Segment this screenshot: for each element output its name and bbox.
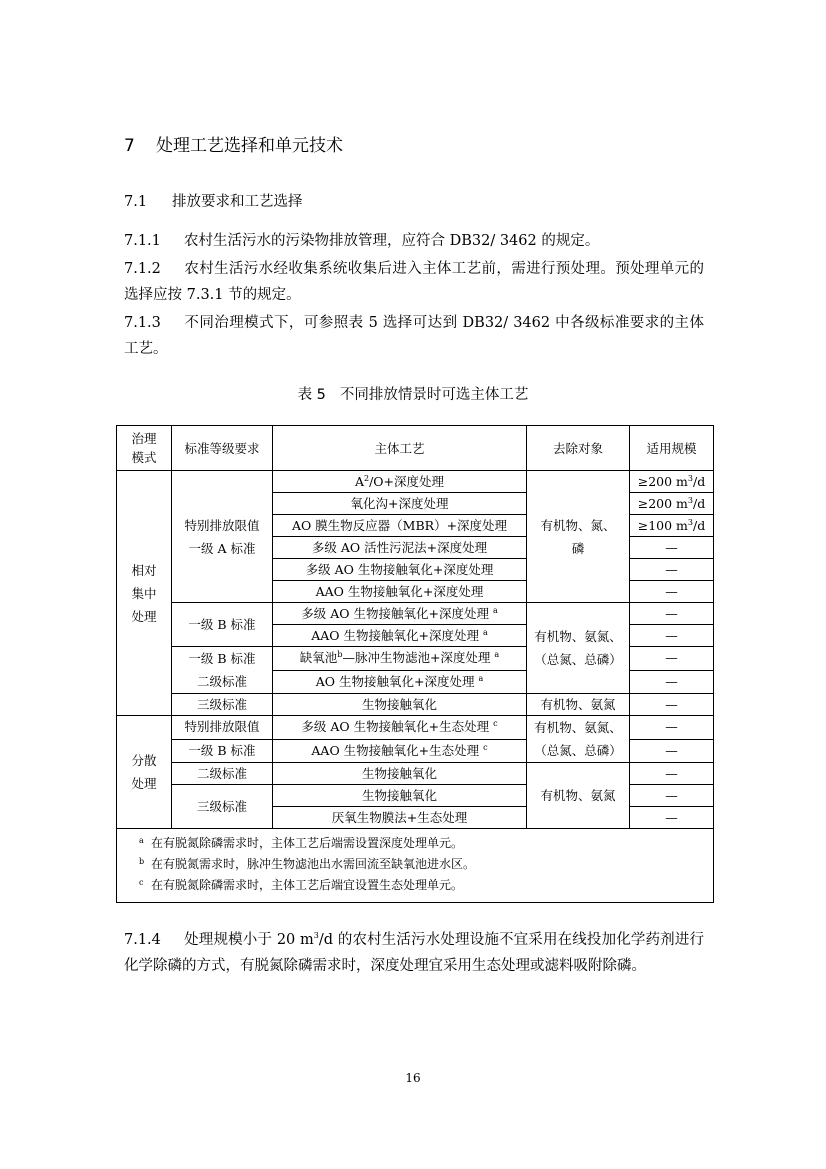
process-cell: 缺氧池$^b$—脉冲生物滤池+深度处理 $^a$: [273, 647, 527, 671]
scale-cell: —: [630, 559, 714, 581]
process-cell: 生物接触氧化: [273, 763, 527, 785]
table-row: [117, 694, 714, 716]
scale-cell: —: [630, 807, 714, 829]
standard-special-dispersed: 特别排放限值: [172, 716, 273, 740]
section-heading: [124, 131, 343, 156]
table-note: b 在有脱氮需求时，脉冲生物滤池出水需回流至缺氧池进水区。: [139, 857, 476, 871]
scale-cell: —: [630, 603, 714, 625]
scale-cell: ≥200 $m^3/d$: [630, 471, 714, 493]
paragraph-text: 农村生活污水的污染物排放管理，应符合 DB32/ 3462 的规定。: [184, 233, 600, 249]
process-cell: 氧化沟+深度处理: [273, 493, 527, 515]
process-cell: 厌氧生物膜法+生态处理: [273, 807, 527, 829]
scale-cell: —: [630, 670, 714, 694]
paragraph-number: 7.1.4: [124, 932, 161, 948]
target-cell: 有机物、氨氮: [527, 763, 630, 829]
process-cell: AO 生物接触氧化+深度处理 $^a$: [273, 670, 527, 694]
mode-dispersed: 分散 处理: [117, 716, 172, 829]
scale-cell: —: [630, 763, 714, 785]
paragraph-number: 7.1.2: [124, 261, 161, 277]
subsection-number: 7.1: [124, 194, 148, 210]
process-cell: 生物接触氧化: [273, 694, 527, 716]
header-scale: 适用规模: [630, 426, 714, 471]
scale-cell: —: [630, 625, 714, 647]
header-standard: 标准等级要求: [172, 426, 273, 471]
process-selection-table: [116, 425, 714, 903]
header-process: 主体工艺: [273, 426, 527, 471]
process-cell: 多级 AO 生物接触氧化+深度处理: [273, 559, 527, 581]
paragraph-number: 7.1.1: [124, 233, 161, 249]
target-cell: 有机物、氨氮、 （总氮、总磷）: [527, 716, 630, 763]
target-cell: 有机物、氮、 磷: [527, 471, 630, 603]
scale-cell: —: [630, 694, 714, 716]
scale-cell: ≥100 $m^3/d$: [630, 515, 714, 537]
standard-1b: 一级 B 标准: [172, 603, 273, 647]
process-cell: 多级 AO 生物接触氧化+生态处理 $^c$: [273, 716, 527, 740]
mode-concentrated: 相对 集中 处理: [117, 471, 172, 716]
scale-cell: —: [630, 716, 714, 740]
paragraph-text: 农村生活污水经收集系统收集后进入主体工艺前，需进行预处理。预处理单元的选择应按 7.3.1 节的规定。: [124, 261, 704, 303]
process-cell: 多级 AO 生物接触氧化+深度处理 $^a$: [273, 603, 527, 625]
paragraph-text: 不同治理模式下，可参照表 5 选择可达到 DB32/ 3462 中各级标准要求的主体工艺。: [124, 315, 704, 357]
subsection-heading: [124, 190, 303, 211]
scale-cell: —: [630, 739, 714, 763]
standard-3: 三级标准: [172, 694, 273, 716]
paragraph-7-1-3: [124, 310, 704, 362]
scale-cell: ≥200 $m^3/d$: [630, 493, 714, 515]
section-title: 处理工艺选择和单元技术: [156, 136, 343, 156]
process-cell: 多级 AO 活性污泥法+深度处理: [273, 537, 527, 559]
process-cell: AO 膜生物反应器（MBR）+深度处理: [273, 515, 527, 537]
process-cell: 生物接触氧化: [273, 785, 527, 807]
table-row: [117, 716, 714, 740]
section-number: 7: [124, 136, 135, 156]
table-caption-title: 不同排放情景时可选主体工艺: [339, 387, 529, 403]
table-row: [117, 603, 714, 625]
scale-cell: —: [630, 581, 714, 603]
header-mode: 治理 模式: [117, 426, 172, 471]
scale-cell: —: [630, 647, 714, 671]
table-notes-row: [117, 829, 714, 903]
standard-2-dispersed: 二级标准: [172, 763, 273, 785]
subsection-title: 排放要求和工艺选择: [172, 194, 303, 210]
paragraph-7-1-1: [124, 228, 704, 254]
table-row: [117, 763, 714, 785]
table-header-row: [117, 426, 714, 471]
target-cell: 有机物、氨氮: [527, 694, 630, 716]
paragraph-7-1-2: [124, 256, 704, 308]
scale-cell: —: [630, 785, 714, 807]
process-cell: AAO 生物接触氧化+深度处理: [273, 581, 527, 603]
table-note: c 在有脱氮除磷需求时，主体工艺后端宜设置生态处理单元。: [139, 878, 464, 892]
standard-special-1a: 特别排放限值 一级 A 标准: [172, 471, 273, 603]
standard-1b-2: 一级 B 标准 二级标准: [172, 647, 273, 694]
scale-cell: —: [630, 537, 714, 559]
table-caption: [0, 383, 826, 404]
table-notes: [117, 829, 714, 903]
standard-3-dispersed: 三级标准: [172, 785, 273, 829]
standard-1b-dispersed: 一级 B 标准: [172, 739, 273, 763]
process-cell: AAO 生物接触氧化+深度处理 $^a$: [273, 625, 527, 647]
process-cell: $A^2/O+$深度处理: [273, 471, 527, 493]
page-number: 16: [405, 1071, 421, 1085]
table-caption-number: 表 5: [297, 387, 326, 403]
table-note: a 在有脱氮除磷需求时，主体工艺后端需设置深度处理单元。: [139, 836, 464, 850]
table-row: [117, 471, 714, 493]
header-target: 去除对象: [527, 426, 630, 471]
paragraph-7-1-4: 7.1.4 处理规模小于 20 $m^3/d$ 的农村生活污水处理设施不宜采用在线投加化学药剂进行化学除磷的方式，有脱氮除磷需求时，深度处理宜采用生态处理或滤料吸附除磷。: [124, 927, 704, 979]
process-cell: AAO 生物接触氧化+生态处理 $^c$: [273, 739, 527, 763]
paragraph-number: 7.1.3: [124, 315, 161, 331]
target-cell: 有机物、氨氮、 （总氮、总磷）: [527, 603, 630, 694]
